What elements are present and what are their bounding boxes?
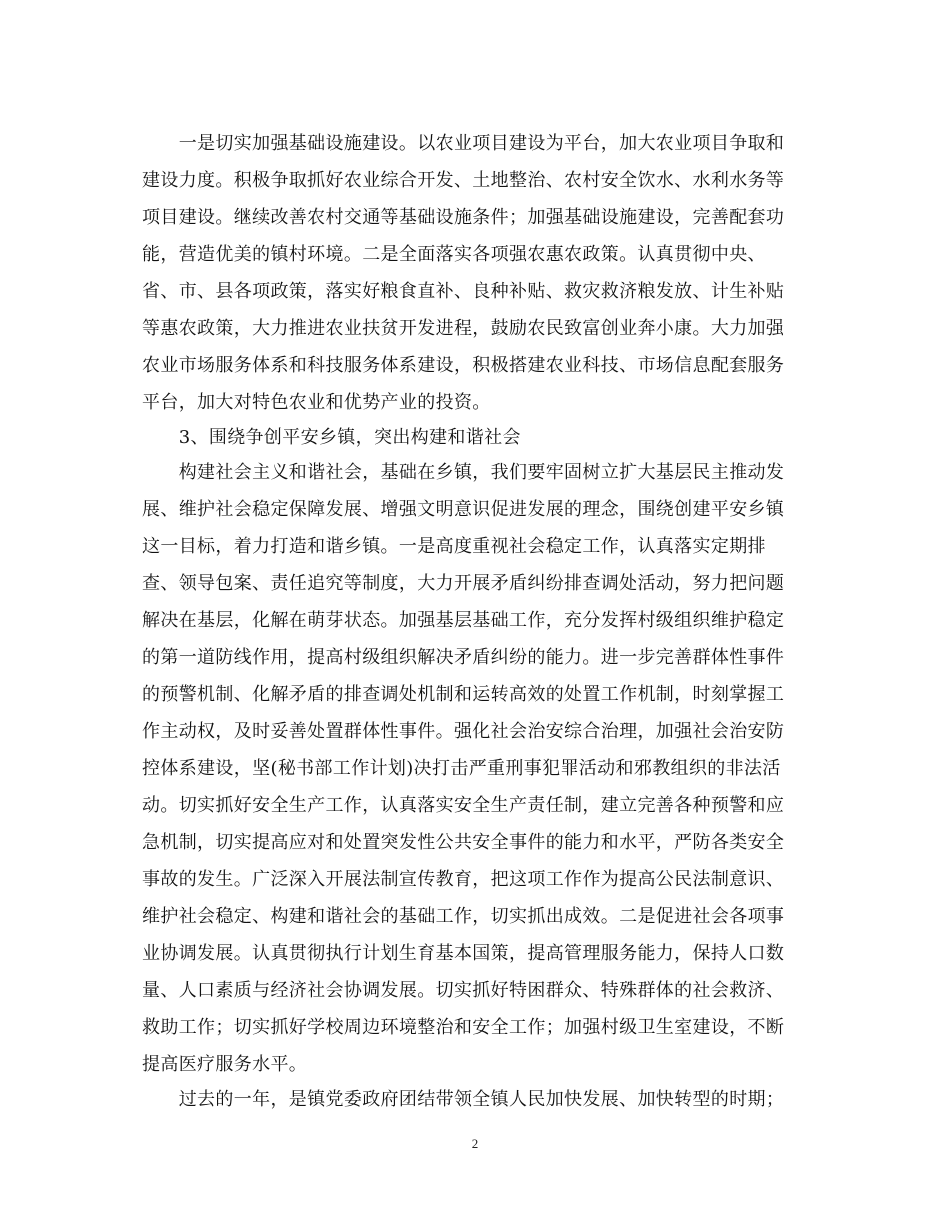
body-text-line: 作主动权，及时妥善处置群体性事件。强化社会治安综合治理，加强社会治安防: [142, 721, 785, 742]
body-text-line: 构建社会主义和谐社会，基础在乡镇，我们要牢固树立扩大基层民主推动发: [142, 462, 785, 483]
body-text-line: 建设力度。积极争取抓好农业综合开发、土地整治、农村安全饮水、水利水务等: [142, 170, 785, 191]
body-text-line: 展、维护社会稳定保障发展、增强文明意识促进发展的理念，围绕创建平安乡镇: [142, 499, 785, 520]
body-text-line: 过去的一年，是镇党委政府团结带领全镇人民加快发展、加快转型的时期；: [142, 1089, 785, 1110]
body-text-line: 项目建设。继续改善农村交通等基础设施条件；加强基础设施建设，完善配套功: [142, 207, 785, 228]
body-text-line: 急机制，切实提高应对和处置突发性公共安全事件的能力和水平，严防各类安全: [142, 832, 785, 853]
body-text-line: 动。切实抓好安全生产工作，认真落实安全生产责任制，建立完善各种预警和应: [142, 795, 785, 816]
body-text-line: 能，营造优美的镇村环境。二是全面落实各项强农惠农政策。认真贯彻中央、: [142, 244, 766, 265]
body-text-line: 的第一道防线作用，提高村级组织解决矛盾纠纷的能力。进一步完善群体性事件: [142, 647, 785, 668]
body-text-line: 等惠农政策，大力推进农业扶贫开发进程，鼓励农民致富创业奔小康。大力加强: [142, 318, 785, 339]
section-heading: 3、围绕争创平安乡镇，突出构建和谐社会: [142, 427, 521, 448]
body-text-line: 提高医疗服务水平。: [142, 1054, 308, 1075]
body-text-line: 省、市、县各项政策，落实好粮食直补、良种补贴、救灾救济粮发放、计生补贴: [142, 281, 785, 302]
page-number: 2: [471, 1136, 479, 1151]
body-text-line: 这一目标，着力打造和谐乡镇。一是高度重视社会稳定工作，认真落实定期排: [142, 536, 766, 557]
body-text-line: 平台，加大对特色农业和优势产业的投资。: [142, 392, 491, 413]
body-text-line: 控体系建设，坚(秘书部工作计划)决打击严重刑事犯罪活动和邪教组织的非法活: [142, 758, 781, 779]
body-text-line: 事故的发生。广泛深入开展法制宣传教育，把这项工作作为提高公民法制意识、: [142, 869, 785, 890]
body-text-line: 的预警机制、化解矛盾的排查调处机制和运转高效的处置工作机制，时刻掌握工: [142, 684, 785, 705]
body-text-line: 救助工作；切实抓好学校周边环境整治和安全工作；加强村级卫生室建设，不断: [142, 1017, 785, 1038]
body-text-line: 一是切实加强基础设施建设。以农业项目建设为平台，加大农业项目争取和: [142, 133, 785, 154]
body-text-line: 查、领导包案、责任追究等制度，大力开展矛盾纠纷排查调处活动，努力把问题: [142, 573, 785, 594]
body-text-line: 业协调发展。认真贯彻执行计划生育基本国策，提高管理服务能力，保持人口数: [142, 943, 785, 964]
body-text-line: 农业市场服务体系和科技服务体系建设，积极搭建农业科技、市场信息配套服务: [142, 355, 785, 376]
body-text-line: 量、人口素质与经济社会协调发展。切实抓好特困群众、特殊群体的社会救济、: [142, 980, 785, 1001]
body-text-line: 解决在基层，化解在萌芽状态。加强基层基础工作，充分发挥村级组织维护稳定: [142, 610, 785, 631]
body-text-line: 维护社会稳定、构建和谐社会的基础工作，切实抓出成效。二是促进社会各项事: [142, 906, 785, 927]
